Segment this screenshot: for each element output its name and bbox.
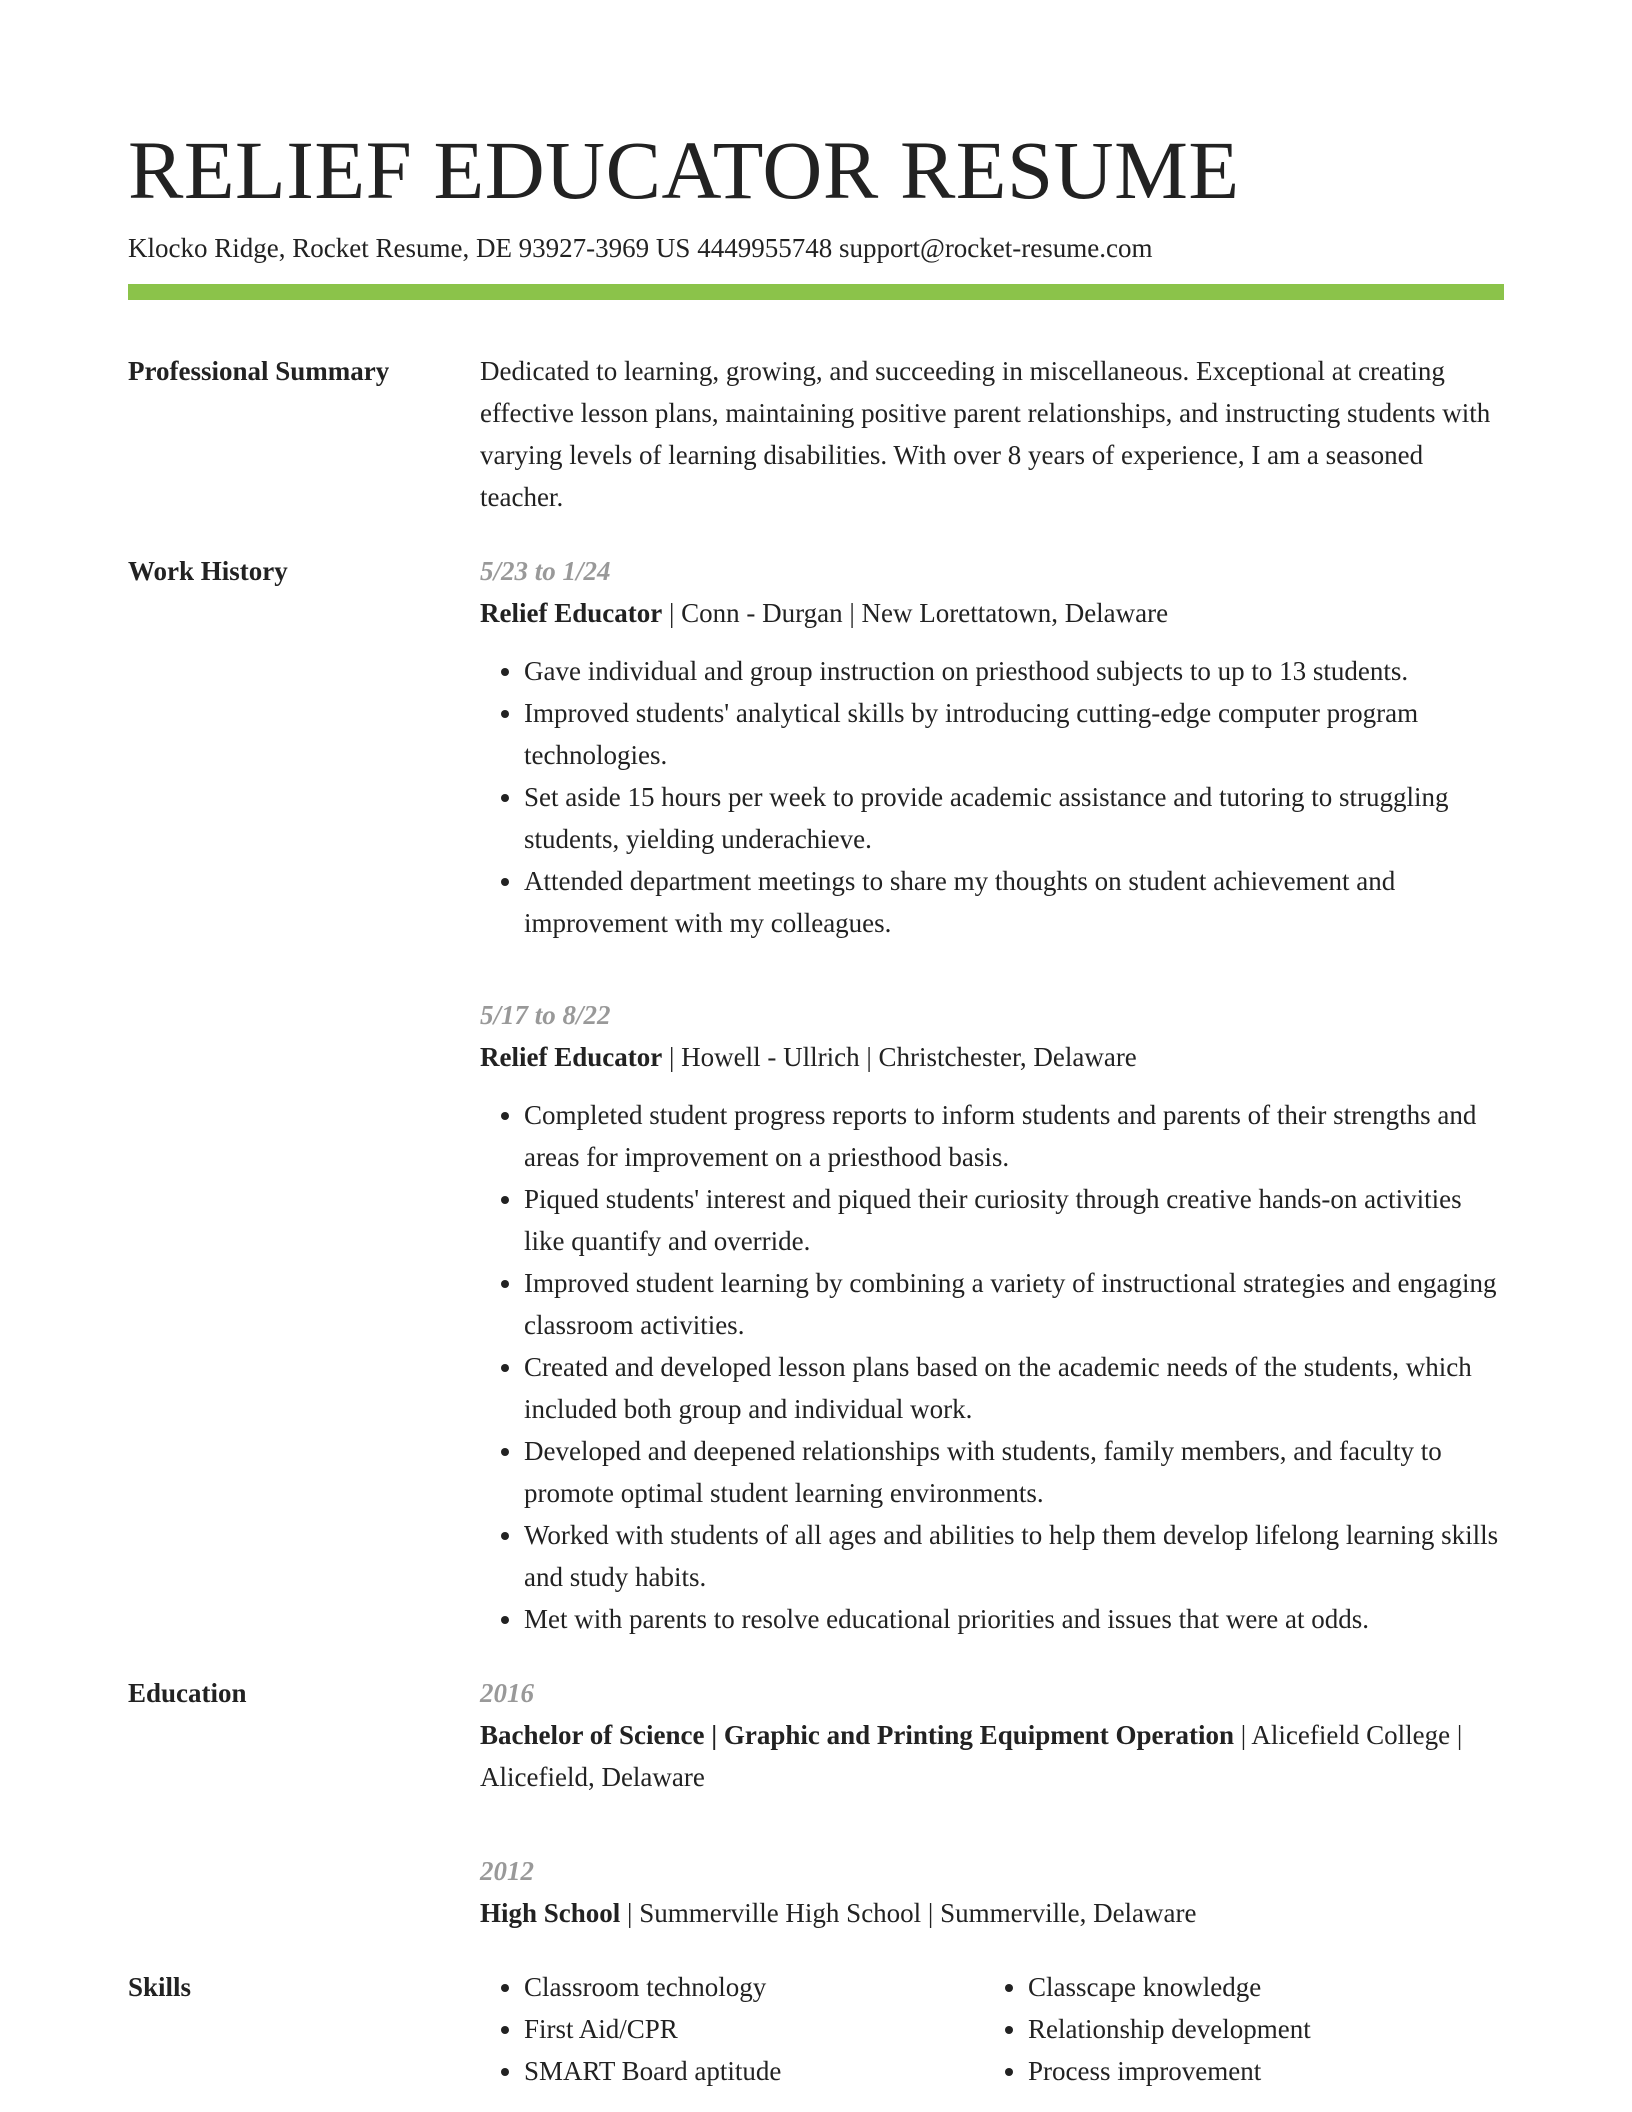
email: support@rocket-resume.com (838, 233, 1153, 263)
job-role-line (480, 592, 1504, 634)
job-bullet: • Created and developed lesson plans based on the academic needs of the students, which included both group and individual work. (524, 1346, 1504, 1430)
job-bullets (480, 1094, 1504, 1640)
skills-section (128, 1966, 1504, 2092)
education-details: | Alicefield College | Alicefield, Delaware (480, 1720, 1463, 1792)
skill-item: • Relationship development (1028, 2008, 1488, 2050)
job-bullet: • Set aside 15 hours per week to provide academic assistance and tutoring to struggling students, yielding underachieve. (524, 776, 1504, 860)
summary-section (128, 350, 1504, 518)
work-history-body (480, 550, 1504, 1640)
job-dates: 5/23 to 1/24 (480, 556, 611, 586)
education-entry (480, 1850, 1504, 1934)
address: Klocko Ridge, Rocket Resume, DE 93927-3969 US (128, 233, 691, 263)
education-line (480, 1892, 1504, 1934)
education-section (128, 1672, 1504, 1934)
job-bullet: • Piqued students' interest and piqued their curiosity through creative hands-on activities like quantify and override. (524, 1178, 1504, 1262)
skills-list-left (480, 1966, 984, 2092)
skill-item: • Classroom technology (524, 1966, 984, 2008)
education-details: | Summerville High School | Summerville, Delaware (620, 1898, 1197, 1928)
section-label-summary: Professional Summary (128, 356, 390, 386)
skill-item: • First Aid/CPR (524, 2008, 984, 2050)
job-bullets (480, 650, 1504, 944)
resume-title: RELIEF EDUCATOR RESUME (128, 124, 1240, 216)
accent-divider (128, 284, 1504, 300)
education-degree: Bachelor of Science | Graphic and Printing Equipment Operation (480, 1720, 1234, 1750)
work-history-section (128, 550, 1504, 1640)
job-dates: 5/17 to 8/22 (480, 1000, 611, 1030)
job-bullet: • Improved students' analytical skills by introducing cutting-edge computer program technologies. (524, 692, 1504, 776)
education-entry (480, 1672, 1504, 1798)
section-label-education: Education (128, 1678, 247, 1708)
job-title: Relief Educator (480, 1042, 663, 1072)
phone: 4449955748 (697, 233, 833, 263)
education-line (480, 1714, 1504, 1798)
job-bullet: • Gave individual and group instruction on priesthood subjects to up to 13 students. (524, 650, 1504, 692)
job-bullet: • Met with parents to resolve educational priorities and issues that were at odds. (524, 1598, 1504, 1640)
skill-item: • SMART Board aptitude (524, 2050, 984, 2092)
education-year: 2016 (480, 1678, 534, 1708)
section-label-work-history: Work History (128, 556, 288, 586)
resume-page (128, 120, 1504, 2092)
job-bullet: • Developed and deepened relationships with students, family members, and faculty to promote optimal student learning environments. (524, 1430, 1504, 1514)
education-year: 2012 (480, 1856, 534, 1886)
job-title: Relief Educator (480, 598, 663, 628)
job-bullet: • Attended department meetings to share my thoughts on student achievement and improvement with my colleagues. (524, 860, 1504, 944)
education-body (480, 1672, 1504, 1934)
job-bullet: • Improved student learning by combining a variety of instructional strategies and engaging classroom activities. (524, 1262, 1504, 1346)
contact-line (128, 230, 1504, 266)
job-bullet: • Completed student progress reports to inform students and parents of their strengths and areas for improvement on a priesthood basis. (524, 1094, 1504, 1178)
education-degree: High School (480, 1898, 621, 1928)
job-role-line (480, 1036, 1504, 1078)
job-details: | Conn - Durgan | New Lorettatown, Delaware (662, 598, 1169, 628)
job-entry (480, 994, 1504, 1640)
summary-text: Dedicated to learning, growing, and succeeding in miscellaneous. Exceptional at creating effective lesson plans, maintaining positive parent relationships, and instructing students with varying levels of learning disabilities. With over 8 years of experience, I am a seasoned teacher. (480, 356, 1491, 512)
skills-list-right (984, 1966, 1488, 2092)
job-entry (480, 550, 1504, 944)
skill-item: • Process improvement (1028, 2050, 1488, 2092)
job-bullet: • Worked with students of all ages and abilities to help them develop lifelong learning skills and study habits. (524, 1514, 1504, 1598)
skills-body (480, 1966, 1504, 2092)
section-label-skills: Skills (128, 1972, 192, 2002)
job-details: | Howell - Ullrich | Christchester, Delaware (662, 1042, 1137, 1072)
skill-item: • Classcape knowledge (1028, 1966, 1488, 2008)
